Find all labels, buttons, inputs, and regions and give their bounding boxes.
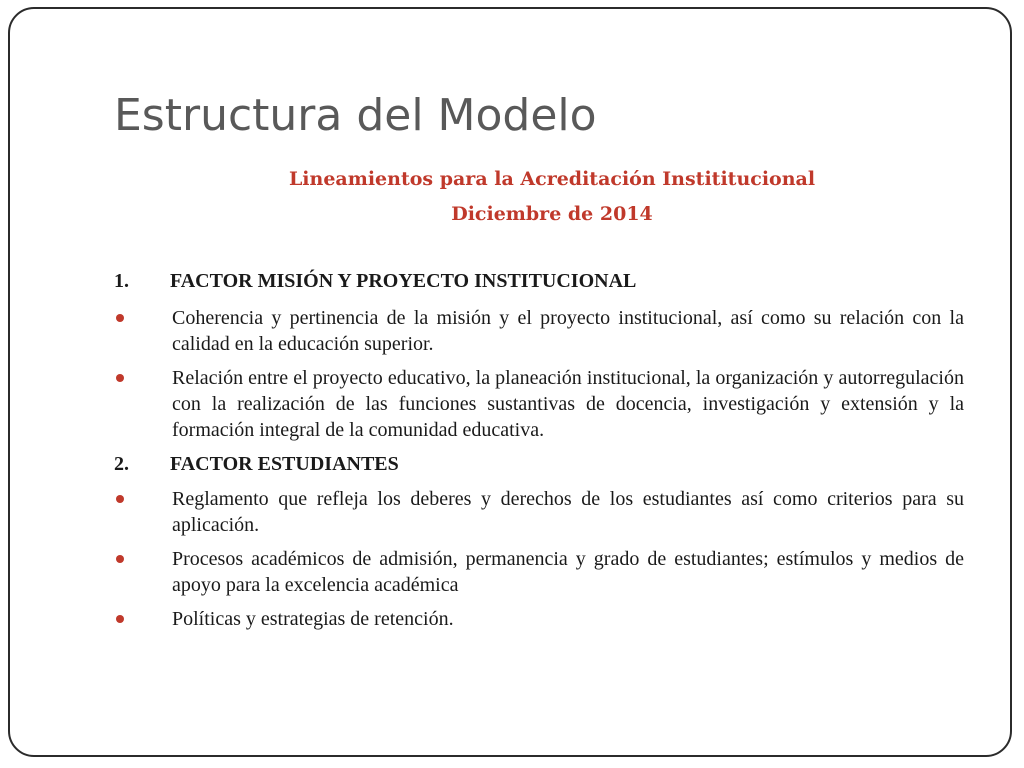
- list-item-text: Relación entre el proyecto educativo, la planeación institucional, la organización y autorregulación con la realización de las funciones sustantivas de docencia, investigación y extensión y la formación integral de la comunidad educativa.: [172, 367, 964, 441]
- list-item-text: Procesos académicos de admisión, permanencia y grado de estudiantes; estímulos y medios de apoyo para la excelencia académica: [172, 548, 964, 596]
- list-item-text: Políticas y estrategias de retención.: [172, 608, 454, 630]
- bullet-dot-icon: [116, 314, 124, 322]
- slide-title: Estructura del Modelo: [114, 90, 597, 141]
- list-item: [114, 305, 964, 357]
- section-number-1: 1.: [114, 270, 129, 292]
- list-item: [114, 365, 964, 443]
- bullet-dot-icon: [116, 615, 124, 623]
- list-item-text: Coherencia y pertinencia de la misión y el proyecto institucional, así como su relación con la calidad en la educación superior.: [172, 307, 964, 355]
- list-item: [114, 546, 964, 598]
- list-item-text: Reglamento que refleja los deberes y derechos de los estudiantes así como criterios para su aplicación.: [172, 488, 964, 536]
- section-number-2: 2.: [114, 453, 129, 475]
- subtitle-date: Diciembre de 2014: [451, 203, 653, 225]
- section-title-1: FACTOR MISIÓN Y PROYECTO INSTITUCIONAL: [170, 270, 637, 292]
- bullet-dot-icon: [116, 555, 124, 563]
- section-heading-1: [114, 268, 636, 294]
- section-title-2: FACTOR ESTUDIANTES: [170, 453, 399, 475]
- list-item: [114, 606, 964, 632]
- section-heading-2: [114, 451, 399, 477]
- subtitle-guidelines: Lineamientos para la Acreditación Instititucional: [288, 168, 816, 190]
- bullet-dot-icon: [116, 374, 124, 382]
- list-item: [114, 486, 964, 538]
- bullet-dot-icon: [116, 495, 124, 503]
